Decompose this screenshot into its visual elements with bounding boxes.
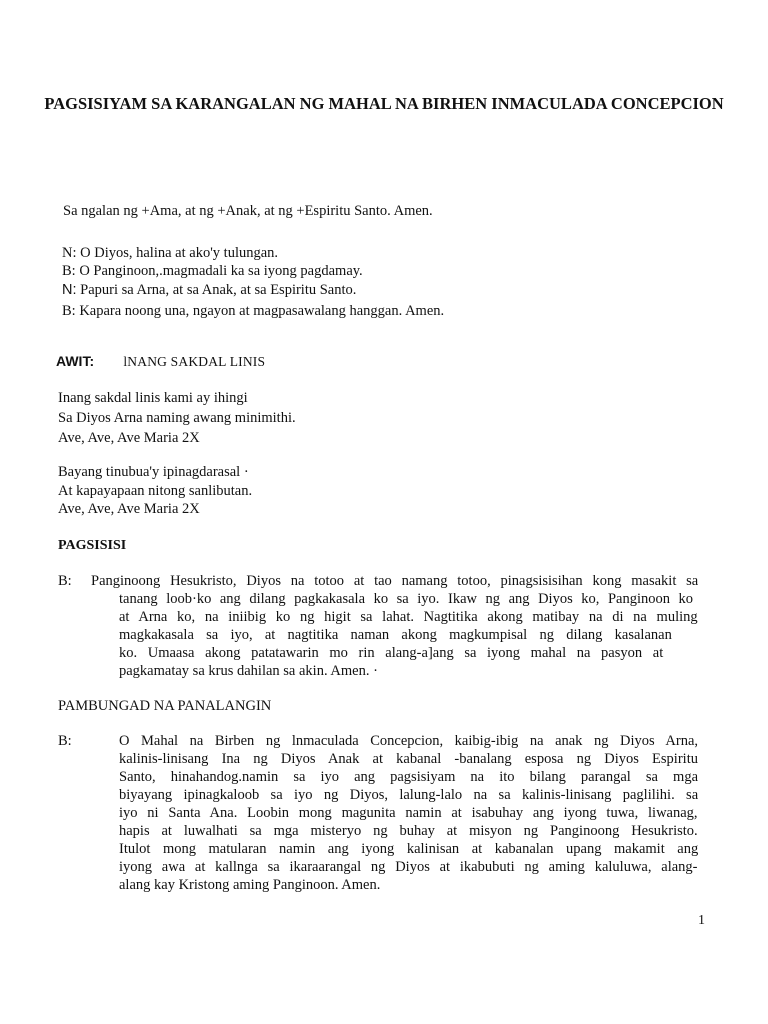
versicle-text: O Panginoon,.magmadali ka sa iyong pagdamay.	[75, 263, 363, 279]
awit-title: lNANG SAKDAL LINIS	[123, 354, 266, 369]
pagsisisi-heading: PAGSISISI	[58, 538, 127, 553]
versicle-text: Papuri sa Arna, at sa Anak, at sa Espiritu Santo.	[76, 282, 357, 298]
prayer-line: Santo, hinahandog.namin sa iyo ang pagsisiyam na ito bilang parangal sa mga	[119, 769, 699, 785]
versicle-line	[62, 302, 444, 320]
prayer-line: kalinis-linisang Ina ng Diyos Anak at kabanal -banalang esposa ng Diyos Espiritu	[119, 751, 698, 767]
document-title: PAGSISIYAM SA KARANGALAN NG MAHAL NA BIRHEN INMACULADA CONCEPCION	[44, 94, 724, 113]
prayer-line: iyo ni Santa Ana. Loobin mong magunita namin at isabuhay ang iyong tuwa, liwanag,	[119, 805, 698, 821]
page-number: 1	[698, 913, 705, 928]
versicle-line	[62, 262, 363, 280]
prayer-line: iyong awa at kallnga sa ikaraarangal ng Diyos at ikabubuti ng aming kaluluwa, alang-	[119, 859, 698, 875]
song-line: Inang sakdal linis kami ay ihingi	[58, 390, 248, 406]
versicle-line	[62, 244, 278, 262]
opening-sign-of-cross: Sa ngalan ng +Ama, at ng +Anak, at ng +Espiritu Santo. Amen.	[63, 203, 433, 219]
prayer-line: at Arna ko, na iniibig ko ng higit sa lahat. Nagtitika akong matibay na di na muling	[119, 609, 698, 625]
prayer-line: alang kay Kristong aming Panginoon. Amen.	[119, 877, 381, 893]
prayer-line: tanang loob·ko ang dilang pagkakasala ko sa iyo. Ikaw ng ang Diyos ko, Panginoon ko	[119, 591, 694, 607]
speaker-label: B:	[58, 573, 72, 589]
versicle-prefix: N:	[62, 245, 77, 261]
pambungad-heading: PAMBUNGAD NA PANALANGIN	[58, 698, 272, 714]
versicle-prefix: B:	[62, 303, 76, 319]
song-line: At kapayapaan nitong sanlibutan.	[58, 483, 253, 499]
versicle-text: O Diyos, halina at ako'y tulungan.	[76, 245, 279, 261]
prayer-line: ko. Umaasa akong patatawarin mo rin alang-a]ang sa iyong mahal na pasyon at	[119, 645, 664, 661]
awit-label: AWIT:	[56, 353, 95, 369]
versicle-prefix: N:	[62, 282, 77, 298]
prayer-line: pagkamatay sa krus dahilan sa akin. Amen. ·	[119, 663, 378, 679]
song-line: Sa Diyos Arna naming awang minimithi.	[58, 410, 296, 426]
song-line: Ave, Ave, Ave Maria 2X	[58, 501, 200, 517]
awit-heading	[56, 352, 265, 371]
prayer-line: Panginoong Hesukristo, Diyos na totoo at tao namang totoo, pinagsisisihan kong masakit sa	[91, 573, 699, 589]
versicle-text: Kapara noong una, ngayon at magpasawalang hanggan. Amen.	[75, 303, 445, 319]
versicle-prefix: B:	[62, 263, 76, 279]
speaker-label: B:	[58, 733, 72, 749]
versicle-line	[62, 281, 356, 299]
prayer-line: biyayang ipinagkaloob sa iyo ng Diyos, lalung-lalo na sa kalinis-linisang paglilihi. sa	[119, 787, 699, 803]
song-line: Ave, Ave, Ave Maria 2X	[58, 430, 200, 446]
prayer-line: magkakasala sa iyo, at nagtitika naman akong magkumpisal ng dilang kasalanan	[119, 627, 672, 643]
prayer-line: hapis at luwalhati sa mga misteryo ng buhay at misyon ng Panginoong Hesukristo.	[119, 823, 698, 839]
prayer-line: Itulot mong matularan namin ang iyong kalinisan at kabanalan upang makamit ang	[119, 841, 699, 857]
prayer-line: O Mahal na Birben ng lnmaculada Concepcion, kaibig-ibig na anak ng Diyos Arna,	[119, 733, 699, 749]
song-line: Bayang tinubua'y ipinagdarasal ·	[58, 464, 249, 480]
